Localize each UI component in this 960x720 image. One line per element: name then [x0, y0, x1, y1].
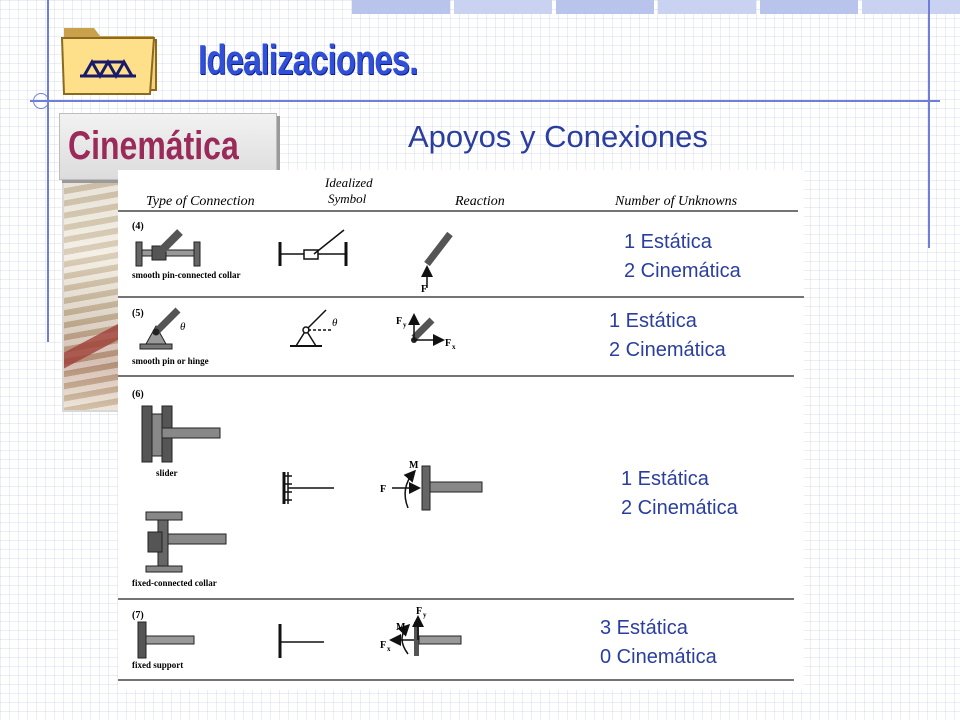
row-caption: fixed-connected collar	[132, 578, 217, 588]
kinematic-count: 2 Cinemática	[624, 260, 741, 282]
row-ref: (6)	[132, 389, 144, 400]
header-symbol-line2: Symbol	[328, 191, 367, 206]
pin-hinge-reaction	[396, 316, 456, 351]
header-symbol-line1: Idealized	[325, 175, 373, 190]
svg-text:F: F	[396, 316, 403, 327]
svg-text:M: M	[396, 622, 406, 633]
row-ref: (4)	[132, 221, 144, 232]
svg-text:F: F	[445, 338, 452, 349]
slide-title: Idealizaciones.	[198, 36, 418, 83]
fixed-support-reaction	[380, 606, 461, 656]
decorative-photo	[62, 168, 122, 412]
fixed-collar-drawing	[146, 512, 226, 572]
header-type: Type of Connection	[146, 194, 255, 209]
angle-symbol-symbol: θ	[332, 317, 338, 329]
slider-symbol	[284, 472, 334, 504]
folder-truss-icon	[60, 16, 160, 96]
kinematic-count: 2 Cinemática	[621, 497, 738, 519]
slide-subtitle: Apoyos y Conexiones	[408, 119, 708, 154]
svg-text:F: F	[416, 606, 423, 617]
svg-text:y: y	[403, 321, 407, 329]
row6-unknowns	[621, 465, 738, 523]
row-caption: fixed support	[132, 660, 184, 670]
pin-collar-reaction	[421, 234, 450, 295]
angle-symbol: θ	[180, 321, 186, 333]
static-count: 1 Estática	[609, 310, 697, 332]
pin-hinge-symbol	[290, 310, 332, 346]
static-count: 1 Estática	[624, 231, 712, 253]
guide-pin-circle	[33, 93, 49, 109]
slider-reaction	[380, 460, 482, 510]
kinematic-count: 0 Cinemática	[600, 646, 717, 668]
row-caption: smooth pin-connected collar	[132, 270, 241, 280]
row7-unknowns	[600, 614, 717, 672]
top-decoration-bar	[352, 0, 960, 14]
fixed-support-symbol	[280, 624, 324, 658]
static-count: 3 Estática	[600, 617, 688, 639]
svg-text:x: x	[387, 645, 391, 653]
left-guide-line	[47, 0, 49, 342]
row-ref: (5)	[132, 308, 144, 319]
svg-text:F: F	[380, 484, 387, 495]
header-unknowns: Number of Unknowns	[615, 194, 738, 209]
svg-text:x: x	[452, 343, 456, 351]
section-badge-label: Cinemática	[68, 124, 239, 168]
right-guide-line	[928, 0, 930, 248]
static-count: 1 Estática	[621, 468, 709, 490]
row4-unknowns	[624, 228, 741, 286]
top-guide-line	[30, 100, 940, 102]
reaction-label-f: F	[421, 284, 428, 295]
pin-collar-drawing	[136, 232, 200, 266]
fixed-support-drawing	[138, 622, 194, 658]
svg-text:F: F	[380, 640, 387, 651]
slider-drawing	[142, 406, 220, 462]
row-caption: smooth pin or hinge	[132, 356, 209, 366]
header-reaction: Reaction	[455, 194, 505, 209]
pin-hinge-drawing	[140, 310, 178, 349]
svg-text:y: y	[423, 611, 427, 619]
kinematic-count: 2 Cinemática	[609, 339, 726, 361]
svg-text:M: M	[409, 460, 419, 471]
row-caption: slider	[156, 468, 178, 478]
pin-collar-symbol	[280, 230, 346, 266]
row-ref: (7)	[132, 610, 144, 621]
row5-unknowns	[609, 307, 726, 365]
